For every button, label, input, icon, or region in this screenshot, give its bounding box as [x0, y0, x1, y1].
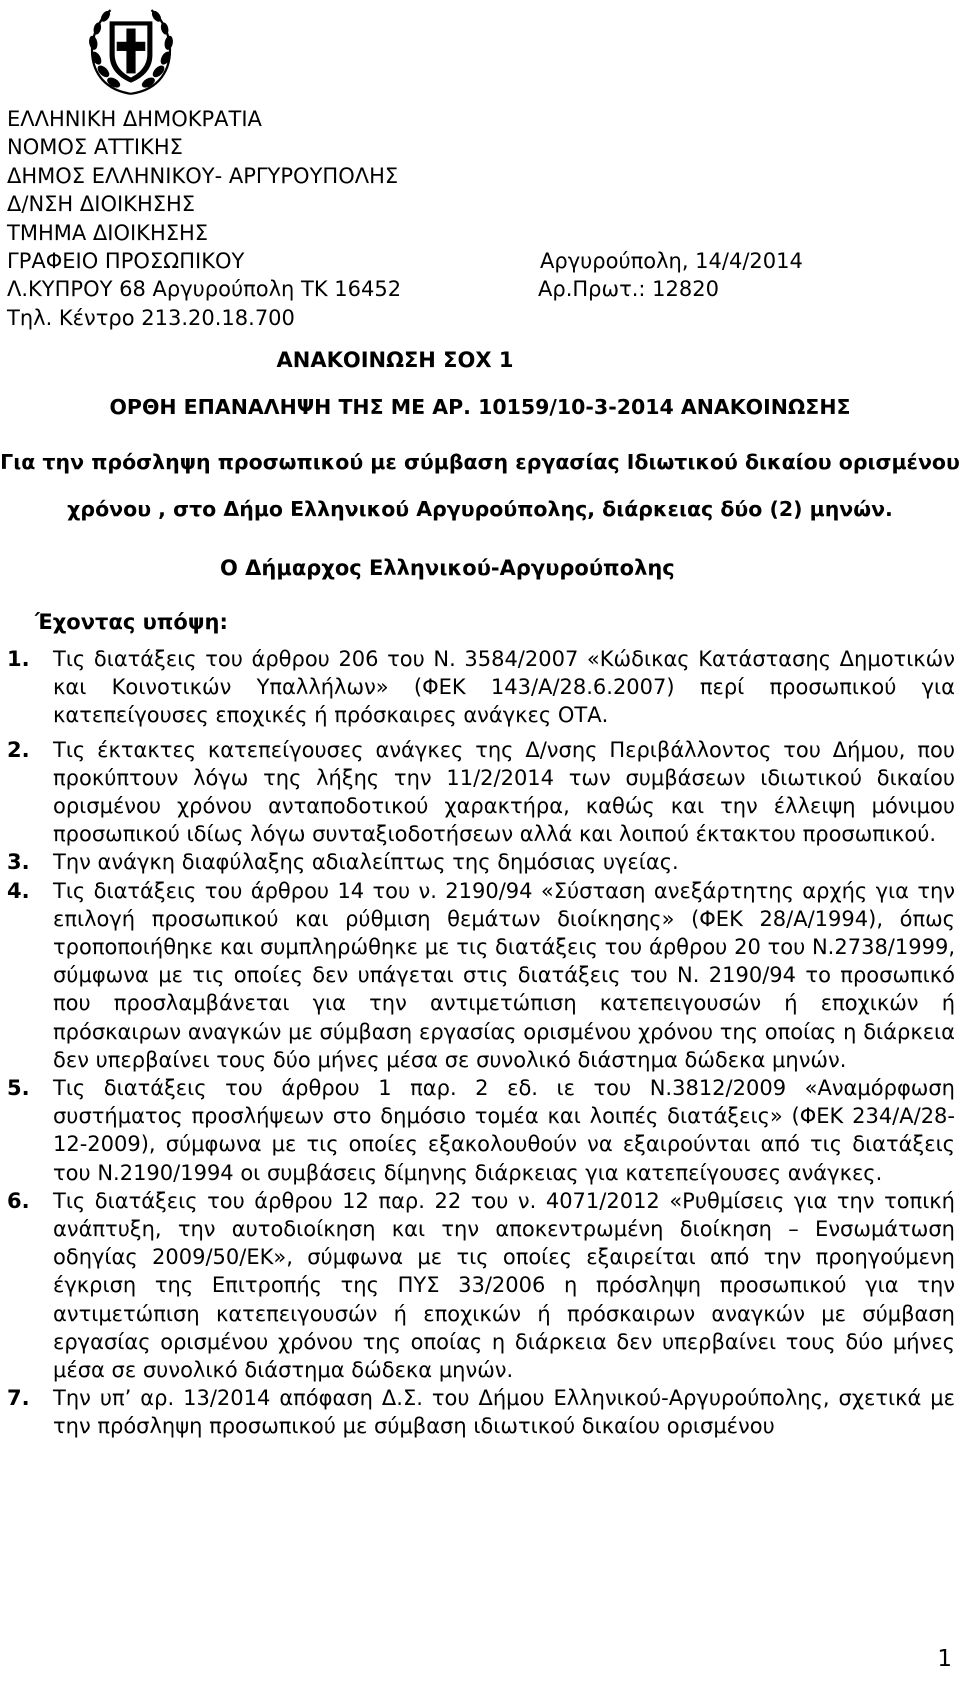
- item-text: Τις διατάξεις του άρθρου 14 του ν. 2190/94 «Σύσταση ανεξάρτητης αρχής για την επιλογή προσωπικού και ρύθμιση θεμάτων διοίκησης» (ΦΕΚ 28/Α/1994), όπως τροποποιήθηκε και συμπληρώθηκε με τις διατάξεις του άρθρου 20 του Ν.2738/1999, σύμφωνα με τις οποίες δεν υπάγεται στις διατάξεις του Ν. 2190/94 το προσωπικό που προσλαμβάνεται για την αντιμετώπιση κατεπειγουσών ή εποχικών ή πρόσκαιρων αναγκών με σύμβαση εργασίας ορισμένου χρόνου της οποίας η διάρκεια δεν υπερβαίνει τους δύο μήνες μέσα σε συνολικό διάστημα δώδεκα μηνών.: [53, 878, 955, 1072]
- letterhead-row-protocol: [7, 275, 907, 303]
- letterhead-line: ΝΟΜΟΣ ΑΤΤΙΚΗΣ: [7, 135, 183, 160]
- letterhead: [7, 105, 907, 332]
- mayor-heading: Ο Δήμαρχος Ελληνικού-Αργυρούπολης: [220, 556, 675, 580]
- item-number: 1.: [7, 647, 30, 671]
- considering-heading: Έχοντας υπόψη:: [35, 610, 228, 634]
- list-item: [7, 848, 955, 876]
- item-number: 4.: [7, 878, 30, 903]
- letterhead-line: ΓΡΑΦΕΙΟ ΠΡΟΣΩΠΙΚΟΥ: [7, 248, 245, 273]
- list-item: [7, 1187, 955, 1384]
- item-number: 3.: [7, 850, 30, 875]
- list-item: [7, 645, 955, 730]
- greek-coat-of-arms-emblem: [80, 2, 182, 104]
- intro-line: Για την πρόσληψη προσωπικού με σύμβαση εργασίας Ιδιωτικού δικαίου ορισμένου: [0, 450, 960, 474]
- letterhead-line: Λ.ΚΥΠΡΟΥ 68 Αργυρούπολη ΤΚ 16452: [7, 277, 402, 302]
- item-number: 7.: [7, 1386, 30, 1411]
- item-number: 6.: [7, 1188, 30, 1213]
- considerations-list: [7, 645, 955, 1441]
- page-number: 1: [937, 1646, 952, 1672]
- document-subtitle: ΟΡΘΗ ΕΠΑΝΑΛΗΨΗ ΤΗΣ ΜΕ ΑΡ. 10159/10-3-2014 ΑΝΑΚΟΙΝΩΣΗΣ: [109, 395, 851, 419]
- list-item: [7, 1384, 955, 1440]
- item-text: Τις έκτακτες κατεπείγουσες ανάγκες της Δ/νσης Περιβάλλοντος του Δήμου, που προκύπτουν λόγω της λήξης την 11/2/2014 των συμβάσεων ιδιωτικού δικαίου ορισμένου χρόνου ανταποδοτικού χαρακτήρα, καθώς και την έλλειψη μόνιμου προσωπικού ιδίως λόγω συνταξιοδοτήσεων αλλά και λοιπού έκτακτου προσωπικού.: [53, 737, 955, 847]
- protocol-number: Αρ.Πρωτ.: 12820: [538, 277, 719, 302]
- place-date: Αργυρούπολη, 14/4/2014: [540, 248, 803, 273]
- letterhead-line: ΕΛΛΗΝΙΚΗ ΔΗΜΟΚΡΑΤΙΑ: [7, 107, 262, 131]
- intro-paragraph: [0, 439, 960, 533]
- list-item: [7, 736, 955, 849]
- intro-line: χρόνου , στο Δήμο Ελληνικού Αργυρούπολης, διάρκειας δύο (2) μηνών.: [67, 497, 893, 521]
- letterhead-row-date: [7, 247, 907, 275]
- item-text: Τις διατάξεις του άρθρου 1 παρ. 2 εδ. ιε του Ν.3812/2009 «Αναμόρφωση συστήματος προσλήψεων στο δημόσιο τομέα και λοιπές διατάξεις» (ΦΕΚ 234/Α/28-12-2009), σύμφωνα με τις οποίες εξακολουθούν να εξαιρούνται από τις διατάξεις του Ν.2190/1994 οι συμβάσεις δίμηνης διάρκειας για κατεπείγουσες ανάγκες.: [53, 1076, 955, 1185]
- letterhead-line: ΔΗΜΟΣ ΕΛΛΗΝΙΚΟΥ- ΑΡΓΥΡΟΥΠΟΛΗΣ: [7, 163, 399, 188]
- item-text: Τις διατάξεις του άρθρου 12 παρ. 22 του ν. 4071/2012 «Ρυθμίσεις για την τοπική ανάπτυξη, την αυτοδιοίκηση και την αποκεντρωμένη διοίκηση – Ενσωμάτωση οδηγίας 2009/50/ΕΚ», σύμφωνα με τις οποίες εξαιρείται από την προηγούμενη έγκριση της Επιτροπής της ΠΥΣ 33/2006 η πρόσληψη προσωπικού για την αντιμετώπιση κατεπειγουσών ή εποχικών ή πρόσκαιρων αναγκών με σύμβαση εργασίας ορισμένου χρόνου της οποίας η διάρκεια δεν υπερβαίνει τους δύο μήνες μέσα σε συνολικό διάστημα δώδεκα μηνών.: [53, 1188, 955, 1383]
- item-text: Τις διατάξεις του άρθρου 206 του Ν. 3584/2007 «Κώδικας Κατάστασης Δημοτικών και Κοινοτικών Υπαλλήλων» (ΦΕΚ 143/Α/28.6.2007) περί προσωπικού για κατεπείγουσες εποχικές ή πρόσκαιρες ανάγκες ΟΤΑ.: [53, 647, 955, 728]
- item-number: 5.: [7, 1076, 30, 1101]
- item-text: Την υπ’ αρ. 13/2014 απόφαση Δ.Σ. του Δήμου Ελληνικού-Αργυρούπολης, σχετικά με την πρόσληψη προσωπικού με σύμβαση ιδιωτικού δικαίου ορισμένου: [53, 1386, 955, 1439]
- letterhead-line: Δ/ΝΣΗ ΔΙΟΙΚΗΣΗΣ: [7, 192, 196, 217]
- letterhead-line: ΤΜΗΜΑ ΔΙΟΙΚΗΣΗΣ: [7, 220, 209, 245]
- letterhead-line: Τηλ. Κέντρο 213.20.18.700: [7, 305, 295, 330]
- document-title: ΑΝΑΚΟΙΝΩΣΗ ΣΟΧ 1: [276, 348, 514, 372]
- item-text: Την ανάγκη διαφύλαξης αδιαλείπτως της δημόσιας υγείας.: [53, 850, 679, 875]
- item-number: 2.: [7, 737, 30, 762]
- list-item: [7, 877, 955, 1074]
- list-item: [7, 1074, 955, 1187]
